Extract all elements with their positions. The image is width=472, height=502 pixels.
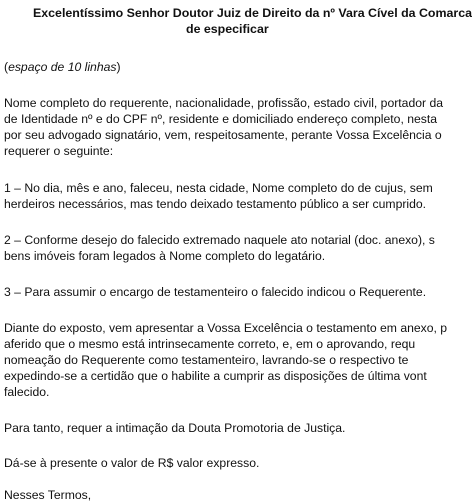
paragraph-1-line-3: por seu advogado signatário, vem, respeitosamente, perante Vossa Excelência o: [4, 128, 442, 142]
space-note-open: (: [4, 60, 9, 74]
document-title-line-1: Excelentíssimo Senhor Doutor Juiz de Direito da nº Vara Cível da Comarca: [33, 6, 472, 20]
paragraph-6-line-1: Para tanto, requer a intimação da Douta Promotoria de Justiça.: [4, 421, 346, 435]
paragraph-5-line-4: expedindo-se a certidão que o habilite a cumprir as disposições de última vont: [4, 369, 427, 383]
paragraph-7-line-1: Dá-se à presente o valor de R$ valor expresso.: [4, 456, 260, 470]
paragraph-3-line-1: 2 – Conforme desejo do falecido extremado naquele ato notarial (doc. anexo), s: [4, 233, 435, 247]
paragraph-3-line-2: bens imóveis foram legados à Nome completo do legatário.: [4, 249, 326, 263]
space-note: [4, 60, 121, 74]
paragraph-5-line-2: aferido que o mesmo está intrinsecamente correto, e, em o aprovando, requ: [4, 337, 416, 351]
paragraph-5-line-5: falecido.: [4, 385, 50, 399]
paragraph-5-line-3: nomeação do Requerente como testamenteiro, lavrando-se o respectivo te: [4, 353, 409, 367]
paragraph-4-line-1: 3 – Para assumir o encargo de testamenteiro o falecido indicou o Requerente.: [4, 285, 427, 299]
paragraph-2-line-1: 1 – No dia, mês e ano, faleceu, nesta cidade, Nome completo do de cujus, sem: [4, 181, 433, 195]
paragraph-1-line-2: de Identidade nº e do CPF nº, residente e domiciliado endereço completo, nesta: [4, 112, 438, 126]
space-note-close: ): [116, 60, 121, 74]
paragraph-8-line-1: Nesses Termos,: [4, 488, 92, 502]
paragraph-2-line-2: herdeiros necessários, mas tendo deixado testamento público a ser cumprido.: [4, 197, 427, 211]
document-title-line-2: de especificar: [186, 22, 269, 36]
paragraph-1-line-4: requerer o seguinte:: [4, 144, 114, 158]
paragraph-5-line-1: Diante do exposto, vem apresentar a Vossa Excelência o testamento em anexo, p: [4, 321, 448, 335]
space-note-text: espaço de 10 linhas: [8, 60, 117, 74]
paragraph-1-line-1: Nome completo do requerente, nacionalidade, profissão, estado civil, portador da: [4, 96, 444, 110]
